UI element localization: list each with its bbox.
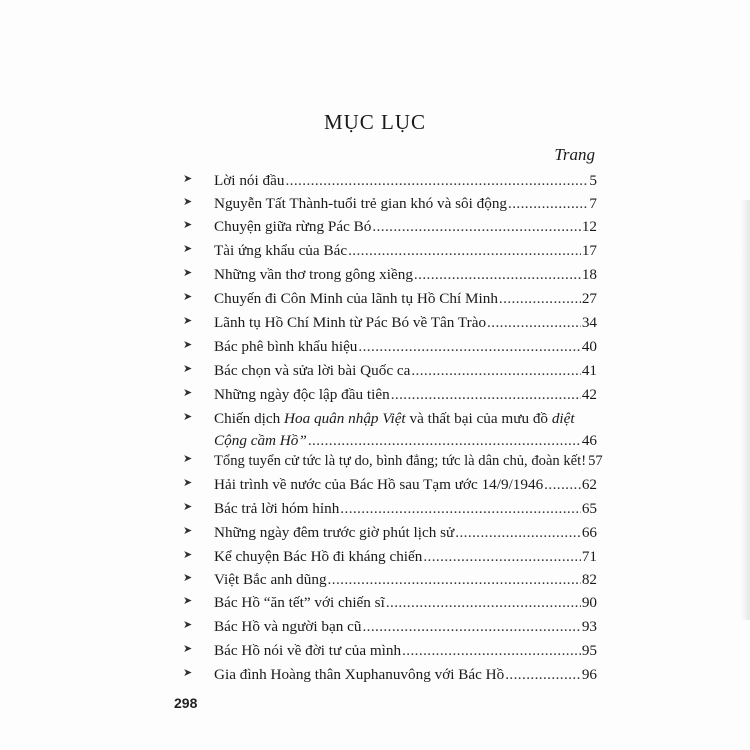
triangle-right-icon: ➤ — [183, 387, 193, 399]
triangle-right-icon: ➤ — [183, 196, 193, 208]
entry-title-part: Chiến dịch — [214, 410, 285, 427]
entry-title-part: và thất bại của mưu đồ — [405, 410, 552, 427]
triangle-right-icon: ➤ — [183, 619, 193, 631]
entry-title: Những ngày độc lập đầu tiên — [214, 386, 390, 403]
entry-page: 46 — [581, 432, 597, 449]
entry-title: Lãnh tụ Hồ Chí Minh từ Pác Bó về Tân Trào — [214, 314, 487, 331]
entry-page: 27 — [581, 290, 597, 307]
toc-entry — [183, 360, 597, 382]
entry-page: 41 — [581, 362, 597, 379]
toc-entry — [183, 336, 597, 358]
triangle-right-icon: ➤ — [183, 291, 193, 303]
entry-page: 66 — [581, 524, 597, 541]
entry-title-italic: Cộng cầm Hồ” — [214, 432, 307, 449]
leader-dots — [328, 569, 581, 591]
entry-page: 18 — [581, 266, 597, 283]
leader-dots — [308, 430, 581, 452]
entry-title: Việt Bắc anh dũng — [214, 571, 327, 588]
triangle-right-icon: ➤ — [183, 267, 193, 279]
entry-page: 40 — [581, 338, 597, 355]
entry-title: Gia đình Hoàng thân Xuphanuvông với Bác Hồ — [214, 666, 505, 683]
leader-dots — [455, 522, 581, 544]
leader-dots — [505, 664, 581, 686]
toc-entry — [183, 474, 597, 496]
toc-entry — [183, 616, 597, 638]
entry-title: Tổng tuyển cử tức là tự do, bình đẳng; tức là dân chủ, đoàn kết! — [214, 453, 587, 469]
triangle-right-icon: ➤ — [183, 453, 193, 465]
entry-title: Hải trình về nước của Bác Hồ sau Tạm ước 14/9/1946 — [214, 476, 544, 493]
leader-dots — [285, 170, 588, 192]
triangle-right-icon: ➤ — [183, 339, 193, 351]
entry-title: Bác Hồ nói về đời tư của mình — [214, 642, 402, 659]
leader-dots — [508, 193, 588, 215]
entry-title: Kể chuyện Bác Hồ đi kháng chiến — [214, 548, 423, 565]
leader-dots — [386, 592, 581, 614]
toc-entry — [183, 264, 597, 286]
entry-title: Bác Hồ và người bạn cũ — [214, 618, 362, 635]
entry-page: 12 — [581, 218, 597, 235]
toc-entry — [183, 546, 597, 568]
toc-entry — [183, 193, 597, 215]
entry-title: Bác trả lời hóm hỉnh — [214, 500, 340, 517]
triangle-right-icon: ➤ — [183, 243, 193, 255]
leader-dots — [423, 546, 580, 568]
leader-dots — [487, 312, 581, 334]
toc-entry — [183, 664, 597, 686]
triangle-right-icon: ➤ — [183, 219, 193, 231]
leader-dots — [372, 216, 580, 238]
entry-title: Những ngày đêm trước giờ phút lịch sử — [214, 524, 455, 541]
toc-entry — [183, 450, 603, 472]
entry-title-italic: Hoa quân nhập Việt — [284, 410, 406, 427]
triangle-right-icon: ➤ — [183, 173, 193, 185]
entry-page: 34 — [581, 314, 597, 331]
toc-entry — [183, 288, 597, 310]
entry-page: 90 — [581, 594, 597, 611]
triangle-right-icon: ➤ — [183, 595, 193, 607]
toc-entry — [183, 522, 597, 544]
entry-page: 96 — [581, 666, 597, 683]
leader-dots — [414, 264, 581, 286]
triangle-right-icon: ➤ — [183, 477, 193, 489]
toc-entry — [183, 240, 597, 262]
toc-heading: MỤC LỤC — [323, 110, 427, 134]
entry-title: Nguyễn Tất Thành-tuổi trẻ gian khó và sôi động — [214, 195, 508, 212]
entry-page: 65 — [581, 500, 597, 517]
page-number: 298 — [174, 695, 198, 711]
toc-entry — [183, 592, 597, 614]
triangle-right-icon: ➤ — [183, 315, 193, 327]
toc-entry — [183, 384, 597, 406]
entry-page: 57 — [588, 453, 603, 469]
triangle-right-icon: ➤ — [183, 667, 193, 679]
entry-page: 17 — [581, 242, 597, 259]
entry-title: Bác Hồ “ăn tết” với chiến sĩ — [214, 594, 385, 611]
entry-title: Bác chọn và sửa lời bài Quốc ca — [214, 362, 411, 379]
triangle-right-icon: ➤ — [183, 549, 193, 561]
entry-page: 93 — [581, 618, 597, 635]
entry-page: 7 — [589, 195, 597, 212]
entry-title-italic: diệt — [551, 410, 575, 427]
toc-entry — [183, 312, 597, 334]
triangle-right-icon: ➤ — [183, 643, 193, 655]
triangle-right-icon: ➤ — [183, 572, 193, 584]
entry-page: 95 — [581, 642, 597, 659]
triangle-right-icon: ➤ — [183, 363, 193, 375]
triangle-right-icon: ➤ — [183, 525, 193, 537]
leader-dots — [340, 498, 581, 520]
entry-page: 71 — [581, 548, 597, 565]
toc-entry — [183, 408, 597, 452]
entry-page: 5 — [589, 172, 597, 189]
entry-title: Bác phê bình khẩu hiệu — [214, 338, 358, 355]
leader-dots — [348, 240, 581, 262]
toc-entry — [183, 498, 597, 520]
toc-entry — [183, 569, 597, 591]
leader-dots — [362, 616, 580, 638]
leader-dots — [402, 640, 581, 662]
toc-entry — [183, 216, 597, 238]
toc-entry — [183, 640, 597, 662]
leader-dots — [544, 474, 581, 496]
leader-dots — [391, 384, 581, 406]
entry-page: 62 — [581, 476, 597, 493]
leader-dots — [358, 336, 580, 358]
entry-title: Lời nói đầu — [214, 172, 285, 189]
triangle-right-icon: ➤ — [183, 411, 193, 423]
leader-dots — [411, 360, 580, 382]
leader-dots — [499, 288, 581, 310]
entry-page: 42 — [581, 386, 597, 403]
triangle-right-icon: ➤ — [183, 501, 193, 513]
toc-entry — [183, 170, 597, 192]
entry-page: 82 — [581, 571, 597, 588]
entry-title-line-1 — [214, 408, 575, 430]
entry-title: Những vần thơ trong gông xiềng — [214, 266, 413, 283]
entry-title: Chuyến đi Côn Minh của lãnh tụ Hồ Chí Minh — [214, 290, 498, 307]
page-column-label: Trang — [554, 145, 595, 164]
entry-title: Chuyện giữa rừng Pác Bó — [214, 218, 372, 235]
entry-title: Tài ứng khẩu của Bác — [214, 242, 348, 259]
